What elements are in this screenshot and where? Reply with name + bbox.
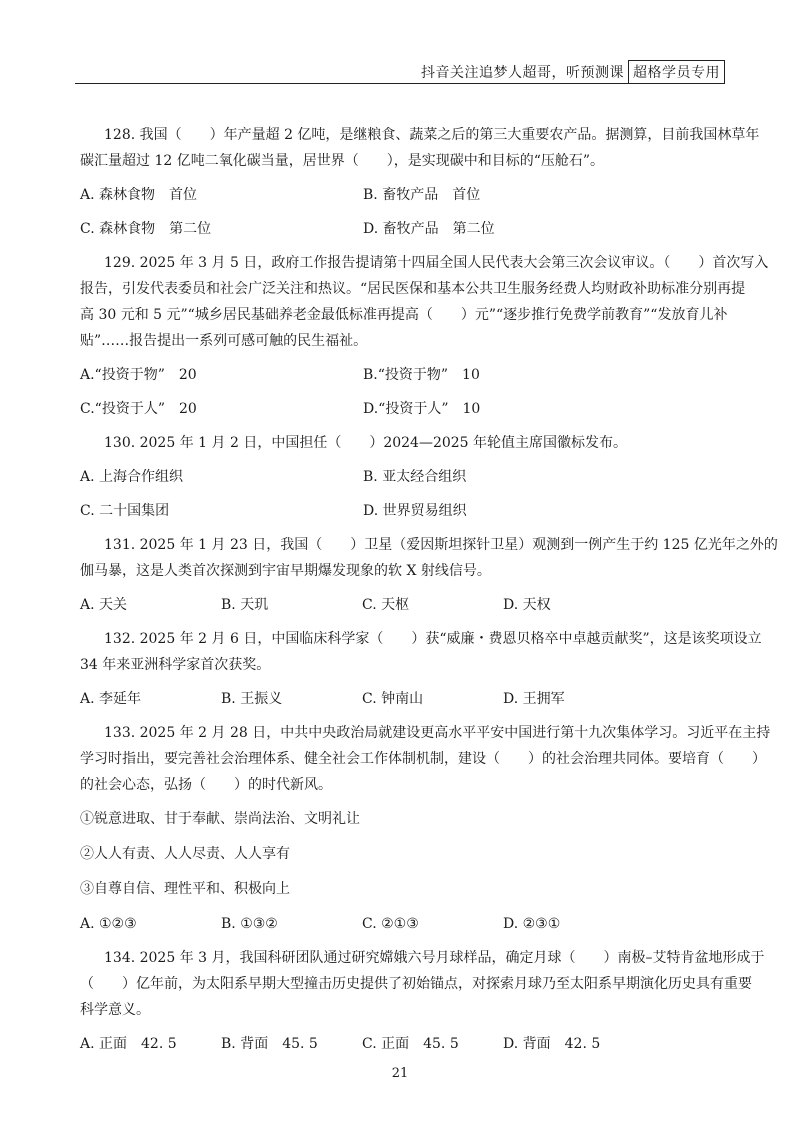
option-b: B. ①③②	[221, 916, 278, 932]
option-b: B. 天玑	[221, 597, 269, 613]
option-a: A.“投资于物” 20	[80, 367, 197, 383]
option-a: A. 李延年	[80, 691, 142, 707]
question-text: 131. 2025 年 1 月 23 日，我国（ ）卫星（爱因斯坦探针卫星）观测到一例产生于约 125 亿光年之外的	[104, 537, 778, 553]
options-row	[80, 498, 725, 524]
options-row	[80, 911, 725, 937]
option-b: B.“投资于物” 10	[363, 367, 480, 383]
option-c: C. 森林食物 第二位	[80, 221, 212, 237]
options-row	[80, 464, 725, 490]
statement-item: ②人人有责、人人尽责、人人享有	[80, 846, 290, 862]
question-text: 132. 2025 年 2 月 6 日，中国临床科学家（ ）获“威廉・费恩贝格卒中卓越贡献奖”，这是该奖项设立	[104, 631, 762, 647]
option-d: D. 背面 42. 5	[503, 1036, 601, 1052]
statement-item: ③自尊自信、理性平和、积极向上	[80, 881, 290, 897]
option-a: A. ①②③	[80, 916, 137, 932]
options-row	[80, 396, 725, 422]
question-text: 133. 2025 年 2 月 28 日，中共中央政治局就建设更高水平平安中国进行第十九次集体学习。习近平在主持	[104, 725, 771, 741]
options-row	[80, 182, 725, 208]
option-a: A. 天关	[80, 597, 128, 613]
question-text: 129. 2025 年 3 月 5 日，政府工作报告提请第十四届全国人民代表大会第三次会议审议。（ ）首次写入	[104, 255, 769, 271]
question-134	[80, 945, 765, 1057]
question-text: 34 年来亚洲科学家首次获奖。	[80, 657, 271, 673]
option-d: D. 王拥军	[503, 691, 565, 707]
option-b: B. 亚太经合组织	[363, 469, 467, 485]
option-c: C. 钟南山	[362, 691, 424, 707]
header-note: 抖音关注追梦人超哥，听预测课	[421, 65, 624, 81]
question-text: 130. 2025 年 1 月 2 日，中国担任（ ）2024—2025 年轮值主席国徽标发布。	[104, 435, 628, 451]
question-text: 的社会心态，弘扬（ ）的时代新风。	[80, 777, 332, 793]
question-131	[80, 532, 778, 618]
option-c: C. 二十国集团	[80, 503, 170, 519]
statement-item: ①锐意进取、甘于奉献、崇尚法治、文明礼让	[80, 811, 360, 827]
question-text: 碳汇量超过 12 亿吨二氧化碳当量，居世界（ ），是实现碳中和目标的“压舱石”。	[80, 153, 605, 169]
page-number: 21	[391, 1066, 409, 1081]
option-d: D. 世界贸易组织	[363, 503, 467, 519]
option-a: A. 上海合作组织	[80, 469, 184, 485]
question-130	[80, 430, 725, 524]
option-c: C. ②①③	[362, 916, 419, 932]
question-text: 伽马暴，这是人类首次探测到宇宙早期爆发现象的软 X 射线信号。	[80, 563, 491, 579]
question-text: 高 30 元和 5 元”“城乡居民基础养老金最低标准再提高（ ）元”“逐步推行免费学前教育”“发放育儿补	[80, 307, 728, 323]
option-b: B. 王振义	[221, 691, 283, 707]
question-text: 128. 我国（ ）年产量超 2 亿吨，是继粮食、蔬菜之后的第三大重要农产品。据测算，目前我国林草年	[104, 127, 760, 143]
option-c: C.“投资于人” 20	[80, 401, 197, 417]
option-d: D.“投资于人” 10	[363, 401, 481, 417]
option-c: C. 正面 45. 5	[362, 1036, 459, 1052]
question-text: 学习时指出，要完善社会治理体系、健全社会工作体制机制，建设（ ）的社会治理共同体。要培育（ ）	[80, 751, 766, 767]
option-b: B. 畜牧产品 首位	[363, 187, 481, 203]
question-text: 报告，引发代表委员和社会广泛关注和热议。“居民医保和基本公共卫生服务经费人均财政补助标准分别再提	[80, 281, 746, 297]
header-badge: 超格学员专用	[628, 60, 725, 84]
option-a: A. 正面 42. 5	[80, 1036, 177, 1052]
question-text: 科学意义。	[80, 1002, 150, 1018]
options-row	[80, 362, 725, 388]
question-text: 贴”……报告提出一系列可感可触的民生福祉。	[80, 333, 368, 349]
option-b: B. 背面 45. 5	[221, 1036, 318, 1052]
question-text: （ ）亿年前，为太阳系早期大型撞击历史提供了初始锚点，对探索月球乃至太阳系早期演化历史具有重要	[80, 976, 752, 992]
option-d: D. ②③①	[503, 916, 561, 932]
question-text: 134. 2025 年 3 月，我国科研团队通过研究嫦娥六号月球样品，确定月球（ ）南极–艾特肯盆地形成于	[104, 950, 765, 966]
option-d: D. 畜牧产品 第二位	[363, 221, 495, 237]
question-133	[80, 720, 771, 937]
question-128	[80, 122, 760, 242]
question-list	[80, 122, 778, 1065]
page-header	[421, 60, 725, 84]
question-129	[80, 250, 769, 422]
options-row	[80, 1031, 725, 1057]
option-d: D. 天权	[503, 597, 551, 613]
options-row	[80, 686, 725, 712]
header-divider	[75, 83, 725, 84]
question-132	[80, 626, 762, 712]
options-row	[80, 592, 725, 618]
options-row	[80, 216, 725, 242]
option-c: C. 天枢	[362, 597, 410, 613]
option-a: A. 森林食物 首位	[80, 187, 198, 203]
